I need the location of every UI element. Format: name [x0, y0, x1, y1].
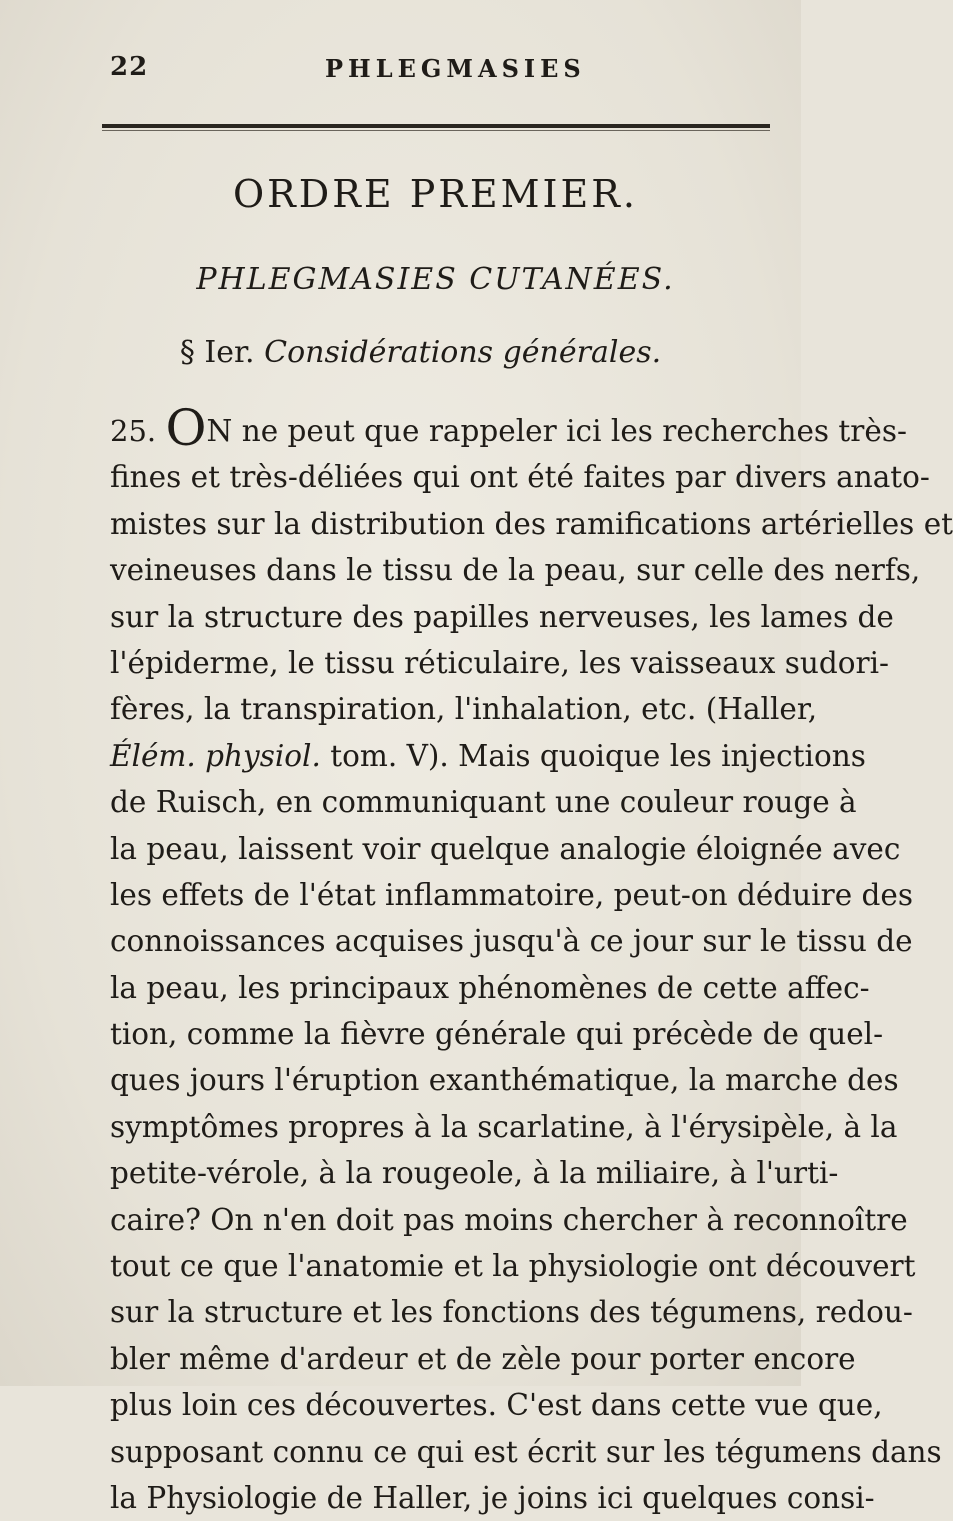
paragraph-number: 25.	[110, 414, 157, 448]
header-rule-thin	[102, 130, 770, 131]
paragraph-line: sur la structure et les fonctions des tégumens, redou-	[110, 1295, 913, 1330]
paragraph-line: fères, la transpiration, l'inhalation, etc. (Haller,	[110, 692, 818, 727]
chapter-subtitle: PHLEGMASIES CUTANÉES.	[196, 262, 675, 297]
paragraph-line: petite-vérole, à la rougeole, à la miliaire, à l'urti-	[110, 1156, 839, 1191]
line-text: N ne peut que rappeler ici les recherches très-	[206, 414, 907, 448]
section-mark: § Ier.	[179, 335, 255, 370]
paragraph-line: les effets de l'état inflammatoire, peut-on déduire des	[110, 877, 914, 912]
order-title: ORDRE PREMIER.	[233, 172, 638, 216]
paragraph-line: l'épiderme, le tissu réticulaire, les vaisseaux sudori-	[110, 645, 890, 680]
section-title: Considérations générales.	[264, 335, 662, 370]
paragraph-line: tion, comme la fièvre générale qui précède de quel-	[110, 1017, 884, 1052]
paragraph-line: supposant connu ce qui est écrit sur les tégumens dans	[110, 1434, 942, 1469]
paragraph-line: de Ruisch, en communiquant une couleur rouge à	[110, 785, 857, 820]
page-number: 22	[110, 52, 149, 82]
paragraph-line	[110, 399, 907, 457]
paragraph-line: sur la structure des papilles nerveuses, les lames de	[110, 599, 894, 634]
paragraph-line: la peau, laissent voir quelque analogie éloignée avec	[110, 831, 901, 866]
header-rule	[102, 124, 770, 128]
paragraph-line: symptômes propres à la scarlatine, à l'érysipèle, à la	[110, 1109, 898, 1144]
paragraph-line: connoissances acquises jusqu'à ce jour sur le tissu de	[110, 924, 913, 959]
paragraph-line: ques jours l'éruption exanthématique, la marche des	[110, 1063, 899, 1098]
running-head: PHLEGMASIES	[325, 54, 586, 83]
paragraph-line: Élém. physiol. tom. V). Mais quoique les injections	[110, 738, 866, 773]
paragraph-line: veineuses dans le tissu de la peau, sur celle des nerfs,	[110, 553, 921, 588]
paragraph-line: bler même d'ardeur et de zèle pour porter encore	[110, 1341, 856, 1376]
page-header	[110, 50, 770, 90]
paragraph-line: tout ce que l'anatomie et la physiologie ont découvert	[110, 1249, 916, 1284]
paragraph-line: mistes sur la distribution des ramifications artérielles et	[110, 506, 953, 541]
citation-italic: Élém. physiol.	[110, 738, 321, 773]
section-heading	[0, 335, 801, 370]
paragraph-line: caire? On n'en doit pas moins chercher à reconnoître	[110, 1202, 908, 1237]
paragraph-line: la Physiologie de Haller, je joins ici quelques consi-	[110, 1480, 875, 1515]
paragraph-line: plus loin ces découvertes. C'est dans cette vue que,	[110, 1388, 883, 1423]
drop-cap: O	[165, 399, 207, 457]
paragraph-line: fines et très-déliées qui ont été faites par divers anato-	[110, 460, 930, 495]
paragraph-line: la peau, les principaux phénomènes de cette affec-	[110, 970, 870, 1005]
paragraph-body	[110, 399, 953, 1521]
